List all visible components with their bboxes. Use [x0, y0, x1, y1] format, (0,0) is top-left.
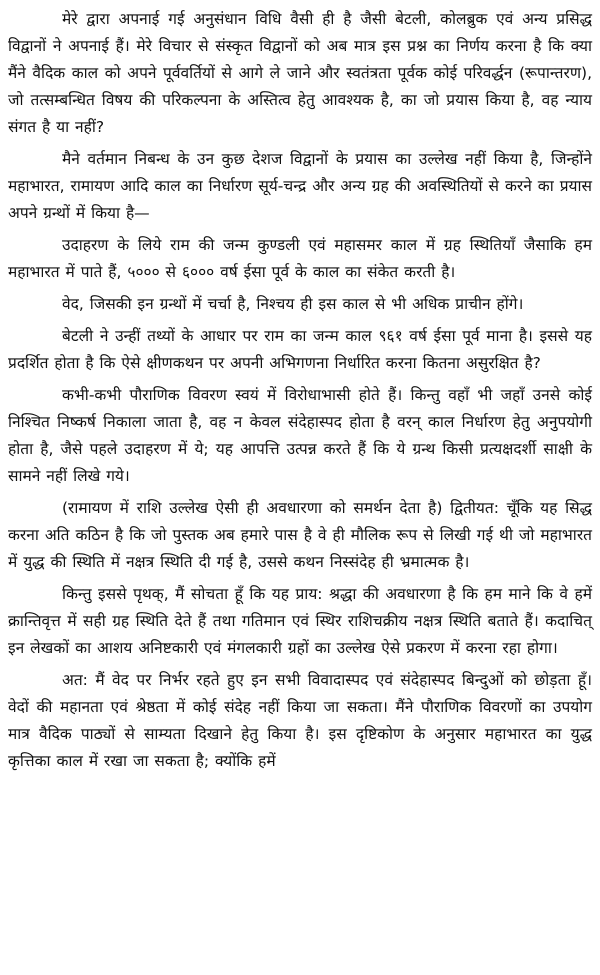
paragraph-puranic-contradictions: कभी-कभी पौराणिक विवरण स्वयं में विरोधाभासी होते हैं। किन्तु वहाँ भी जहाँ उनसे कोई निश्चित निष्कर्ष निकाला जाता है, वह न केवल संदेहास्पद होता है वरन् काल निर्धारण हेतु अनुपयोगी होता है, जैसे पहले उदाहरण में ये; यह आपत्ति उत्पन्न करते हैं कि ये ग्रन्थ किसी प्रत्यक्षदर्शी साक्षी के सामने नहीं लिखे गये।: [8, 386, 592, 485]
paragraph-planetary-positions: किन्तु इससे पृथक्, मैं सोचता हूँ कि यह प्राय: श्रद्धा की अवधारणा है कि हम माने कि वे हमें क्रान्तिवृत्त में सही ग्रह स्थिति देते हैं तथा गतिमान एवं स्थिर राशिचक्रीय नक्षत्र स्थिति बताते हैं। कदाचित् इन लेखकों का आशय अनिष्टकारी एवं मंगलकारी ग्रहों का उल्लेख ऐसे प्रकरण में करना रहा होगा।: [8, 585, 592, 657]
paragraph-bentley-calculation: बेटली ने उन्हीं तथ्यों के आधार पर राम का जन्म काल ९६१ वर्ष ईसा पूर्व माना है। इससे यह प्रदर्शित होता है कि ऐसे क्षीणकथन पर अपनी अभिगणना निर्धारित करना कितना असुरक्षित है?: [8, 327, 592, 372]
paragraph-vedas-antiquity: वेद, जिसकी इन ग्रन्थों में चर्चा है, निश्चय ही इस काल से भी अधिक प्राचीन होंगे।: [62, 295, 524, 313]
paragraph-example-rama-horoscope: उदाहरण के लिये राम की जन्म कुण्डली एवं महासमर काल में ग्रह स्थितियाँ जैसाकि हम महाभारत में पाते हैं, ५००० से ६००० वर्ष ईसा पूर्व के काल का संकेत करती है।: [8, 236, 592, 281]
paragraph-research-method: मेरे द्वारा अपनाई गई अनुसंधान विधि वैसी ही है जैसी बेटली, कोलब्रुक एवं अन्य प्रसिद्ध विद्वानों ने अपनाई हैं। मेरे विचार से संस्कृत विद्वानों को अब मात्र इस प्रश्न का निर्णय करना है कि क्या मैंने वैदिक काल को अपने पूर्ववर्तियों से आगे ले जाने और स्वतंत्रता पूर्वक कोई परिवर्द्धन (रूपान्तरण), जो तत्सम्बन्धित विषय की परिकल्पना के अस्तित्व हेतु आवश्यक है, का जो प्रयास किया है, वह न्याय संगत है या नहीं?: [8, 10, 592, 136]
paragraph-conclusion-vedas: अत: मैं वेद पर निर्भर रहते हुए इन सभी विवादास्पद एवं संदेहास्पद बिन्दुओं को छोड़ता हूँ। वेदों की महानता एवं श्रेष्ठता में कोई संदेह नहीं किया जा सकता। मैंने पौराणिक विवरणों का उपयोग मात्र वैदिक पाठ्यों से साम्यता दिखाने हेतु किया है। इस दृष्टिकोण के अनुसार महाभारत का युद्ध कृत्तिका काल में रखा जा सकता है; क्योंकि हमें: [8, 671, 592, 770]
paragraph-native-scholars: मैने वर्तमान निबन्ध के उन कुछ देशज विद्वानों के प्रयास का उल्लेख नहीं किया है, जिन्होंने महाभारत, रामायण आदि काल का निर्धारण सूर्य-चन्द्र और अन्य ग्रह की अवस्थितियों से करने का प्रयास अपने ग्रन्थों में किया है—: [8, 150, 592, 222]
paragraph-ramayana-zodiac: (रामायण में राशि उल्लेख ऐसी ही अवधारणा को समर्थन देता है) द्वितीयत: चूँकि यह सिद्ध करना अति कठिन है कि जो पुस्तक अब हमारे पास है वे ही मौलिक रूप से लिखी गई थी जो महाभारत में युद्ध की स्थिति में नक्षत्र स्थिति दी गई है, उससे कथन निस्संदेह ही भ्रमात्मक है।: [8, 499, 592, 571]
